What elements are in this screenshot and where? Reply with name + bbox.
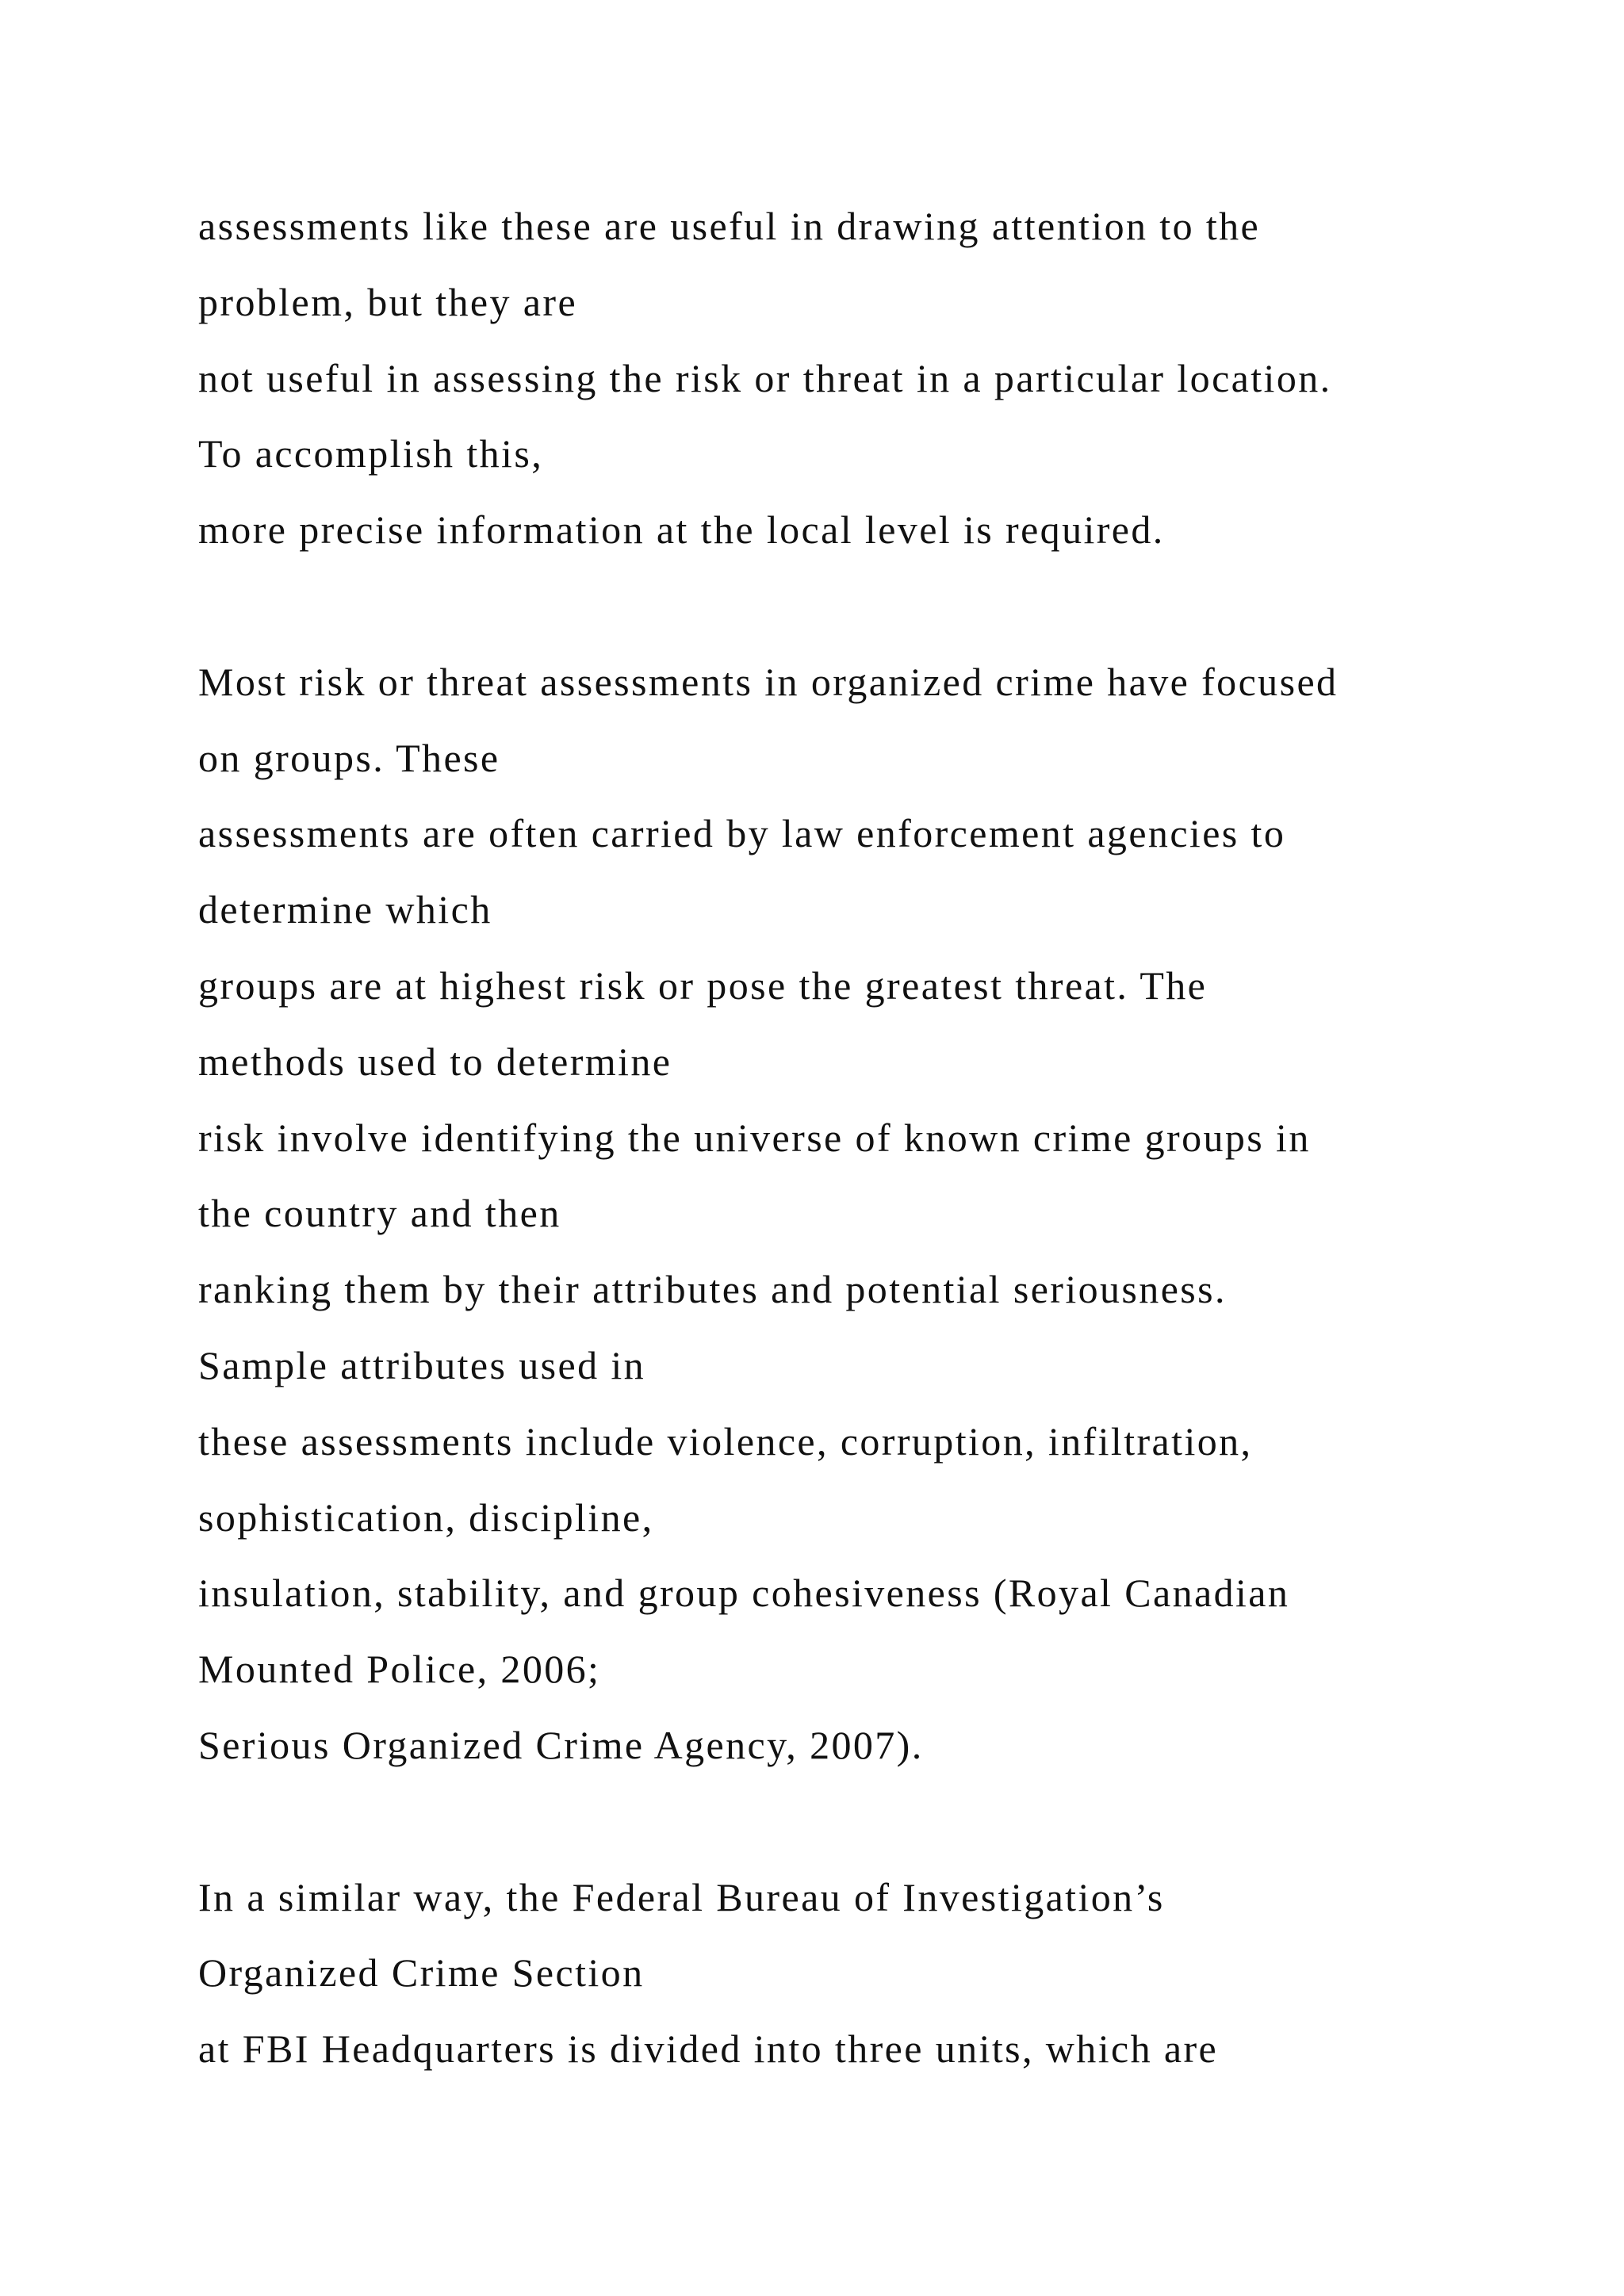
text-line: Serious Organized Crime Agency, 2007). — [198, 1722, 924, 1767]
text-line: sophistication, discipline, — [198, 1494, 654, 1540]
text-line: To accomplish this, — [198, 431, 544, 476]
document-body — [198, 189, 1546, 2087]
text-line: Mounted Police, 2006; — [198, 1647, 601, 1692]
text-line: In a similar way, the Federal Bureau of Investigation’s — [198, 1874, 1165, 1919]
text-line: assessments like these are useful in drawing attention to the — [198, 204, 1261, 248]
text-line: problem, but they are — [198, 279, 578, 324]
text-line: determine which — [198, 887, 492, 932]
text-line: more precise information at the local level is required. — [198, 507, 1165, 553]
text-line: insulation, stability, and group cohesiveness (Royal Canadian — [198, 1571, 1290, 1616]
text-line: the country and then — [198, 1191, 561, 1236]
text-line: not useful in assessing the risk or threat in a particular location. — [198, 355, 1332, 400]
text-line: risk involve identifying the universe of known crime groups in — [198, 1115, 1311, 1160]
text-line: methods used to determine — [198, 1039, 672, 1084]
blank-line — [198, 568, 1546, 645]
blank-line — [198, 1784, 1546, 1860]
text-line: Sample attributes used in — [198, 1342, 646, 1387]
text-line: these assessments include violence, corruption, infiltration, — [198, 1418, 1253, 1464]
text-line: at FBI Headquarters is divided into three units, which are — [198, 2026, 1219, 2072]
text-line: on groups. These — [198, 735, 500, 780]
text-line: Organized Crime Section — [198, 1950, 645, 1996]
text-line: groups are at highest risk or pose the greatest threat. The — [198, 962, 1208, 1008]
text-line: Most risk or threat assessments in organized crime have focused — [198, 659, 1339, 704]
text-line: ranking them by their attributes and potential seriousness. — [198, 1267, 1227, 1312]
text-line: assessments are often carried by law enforcement agencies to — [198, 811, 1286, 856]
